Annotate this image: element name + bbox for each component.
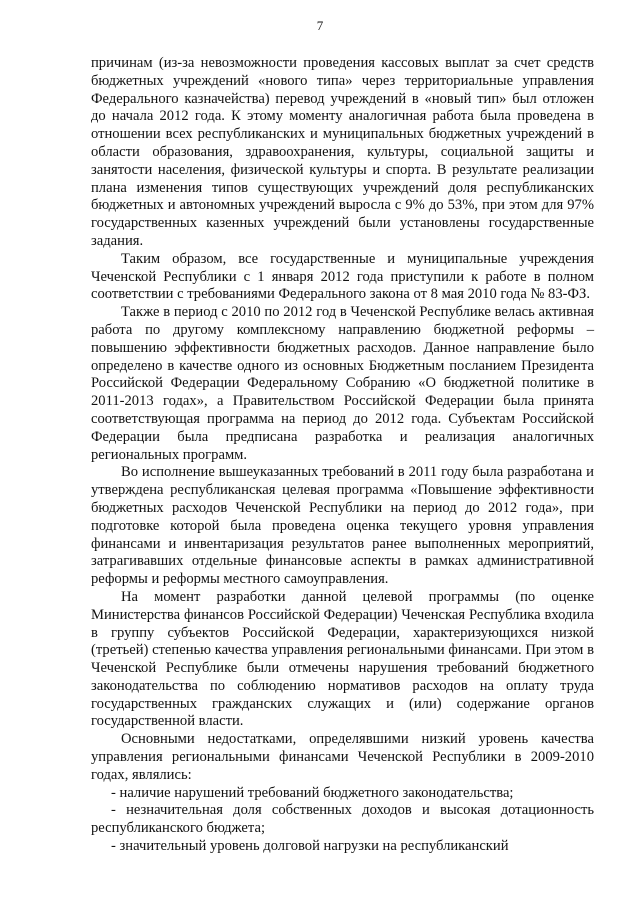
list-item-own-revenue: - незначительная доля собственных доходов и высокая дотационность республиканского бюджета; [91,802,594,837]
page-number: 7 [316,18,324,33]
paragraph-continuation: причинам (из-за невозможности проведения кассовых выплат за счет средств бюджетных учреждений «нового типа» через территориальные управления Федерального казначейства) перевод учреждений в «новый тип» был отложен до начала 2012 года. К этому моменту аналогичная работа была проведена в отношении всех республиканских и муниципальных бюджетных учреждений в области образования, здравоохранения, культуры, социальной защиты и занятости населения, физической культуры и спорта. В результате реализации плана изменения типов существующих учреждений доля республиканских бюджетных и автономных учреждений выросла с 9% до 53%, при этом для 97% государственных казенных учреждений были установлены государственные задания. [91,55,594,249]
paragraph-assessment: На момент разработки данной целевой программы (по оценке Министерства финансов Российской Федерации) Чеченская Республика входила в группу субъектов Российской Федерации, характеризующихся низкой (третьей) степенью качества управления региональными финансами. При этом в Чеченской Республике были отмечены нарушения требований бюджетного законодательства по соблюдению нормативов расходов на оплату труда государственных гражданских служащих и (или) содержание органов государственной власти. [91,588,594,730]
paragraph-target-program: Во исполнение вышеуказанных требований в 2011 году была разработана и утверждена республиканская целевая программа «Повышение эффективности бюджетных расходов Чеченской Республики на период до 2012 года», при подготовке которой была проведена оценка текущего уровня управления финансами и инвентаризация результатов ранее выполненных мероприятий, затрагивавших отдельные финансовые аспекты в рамках административной реформы и реформы местного самоуправления. [91,464,594,588]
paragraph-budget-efficiency: Также в период с 2010 по 2012 год в Чеченской Республике велась активная работа по другому комплексному направлению бюджетной реформы – повышению эффективности бюджетных расходов. Данное направление было определено в качестве одного из основных Бюджетным посланием Президента Российской Федерации Федеральному Собранию «О бюджетной политике в 2011-2013 годах», а Правительством Российской Федерации была принята соответствующая программа на период до 2012 года. Субъектам Российской Федерации была предписана разработка и реализация аналогичных региональных программ. [91,304,594,463]
document-body [91,55,594,856]
list-item-violations: - наличие нарушений требований бюджетного законодательства; [111,784,514,801]
list-item-debt-load: - значительный уровень долговой нагрузки на республиканский [111,838,509,855]
paragraph-shortcomings-intro: Основными недостатками, определявшими низкий уровень качества управления региональными финансами Чеченской Республики в 2009-2010 годах, являлись: [91,731,594,783]
paragraph-conclusion: Таким образом, все государственные и муниципальные учреждения Чеченской Республики с 1 января 2012 года приступили к работе в полном соответствии с требованиями Федерального закона от 8 мая 2010 года № 83-ФЗ. [91,250,594,303]
